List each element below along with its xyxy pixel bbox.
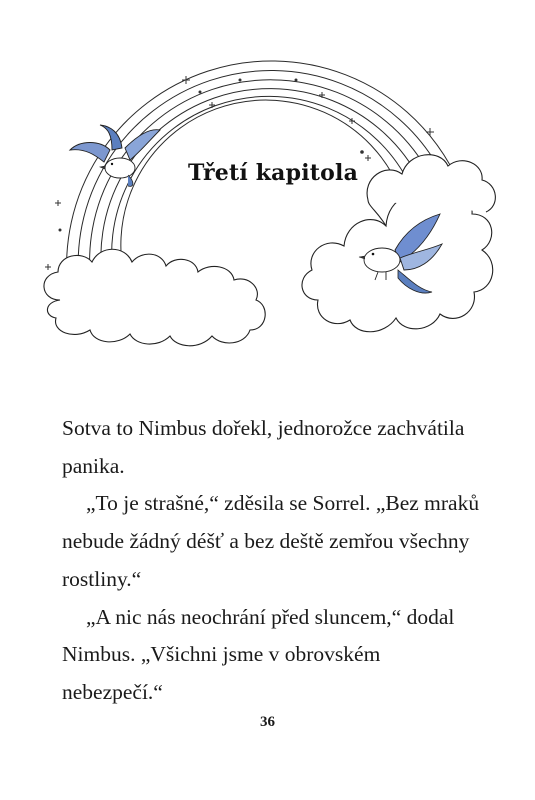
paragraph: Sotva to Nimbus dořekl, jednorožce zachvátila panika. [62, 416, 465, 478]
paragraph: „A nic nás neochrání před sluncem,“ dodal Nimbus. „Všichni jsme v obrovském nebezpečí.“ [62, 604, 455, 704]
paragraph: „To je strašné,“ zděsila se Sorrel. „Bez mraků nebude žádný déšť a bez deště zemřou všechny rostliny.“ [62, 491, 480, 591]
bird-left [70, 125, 160, 186]
cloud-bank-left [44, 249, 265, 346]
chapter-title: Třetí kapitola [188, 160, 359, 186]
chapter-body [62, 410, 482, 712]
page-number: 36 [260, 714, 275, 730]
